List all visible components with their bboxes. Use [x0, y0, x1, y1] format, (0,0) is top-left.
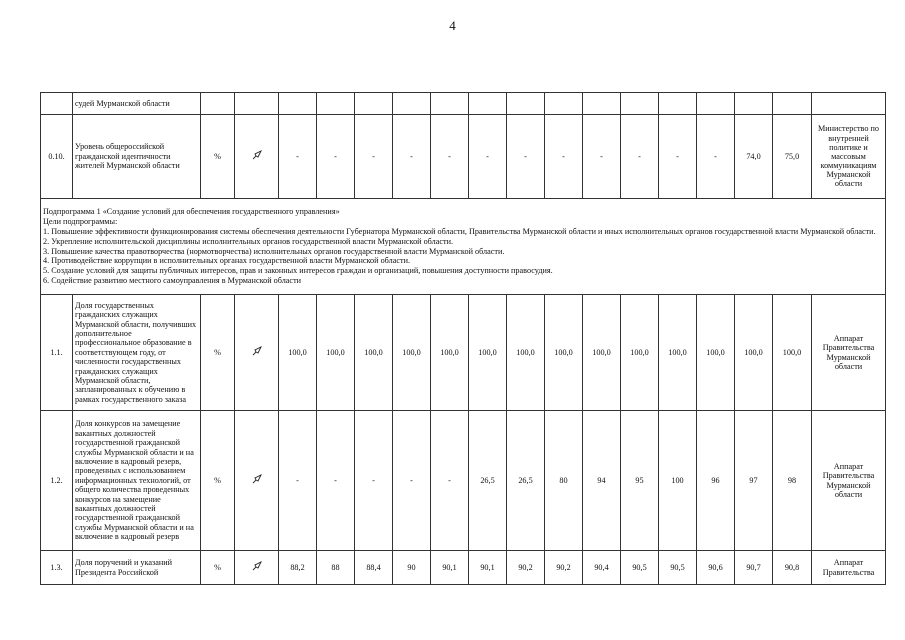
value-cell [431, 93, 469, 115]
value-cell: - [659, 115, 697, 199]
value-cell: - [583, 115, 621, 199]
indicator-name: Доля поручений и указаний Президента Российской [73, 551, 201, 585]
table-row [41, 93, 886, 115]
subprogram-goal: 2. Укрепление исполнительской дисциплины исполнительных органов государственной власти Мурманской области. [43, 236, 454, 246]
value-cell: 100,0 [355, 295, 393, 411]
value-cell [735, 93, 773, 115]
value-cell: 98 [773, 411, 812, 551]
responsible-cell: Аппарат Правительства Мурманской области [812, 411, 886, 551]
value-cell: - [393, 115, 431, 199]
responsible-cell: Министерство по внутренней политике и массовым коммуникациям Мурманской области [812, 115, 886, 199]
unit-cell [201, 93, 235, 115]
trend-cell [235, 115, 279, 199]
value-cell: 90,1 [431, 551, 469, 585]
value-cell [621, 93, 659, 115]
value-cell: 75,0 [773, 115, 812, 199]
value-cell: 100 [659, 411, 697, 551]
value-cell [697, 93, 735, 115]
value-cell: 26,5 [507, 411, 545, 551]
indicator-name: судей Мурманской области [73, 93, 201, 115]
trend-arrow-icon [252, 150, 262, 160]
value-cell: 90,5 [659, 551, 697, 585]
row-number: 1.3. [41, 551, 73, 585]
trend-arrow-icon [252, 561, 262, 571]
table-row [41, 411, 886, 551]
value-cell: - [469, 115, 507, 199]
value-cell [355, 93, 393, 115]
value-cell [393, 93, 431, 115]
value-cell: 97 [735, 411, 773, 551]
subprogram-row [41, 199, 886, 295]
value-cell: 90,2 [507, 551, 545, 585]
value-cell [317, 93, 355, 115]
value-cell [279, 93, 317, 115]
value-cell: 90,7 [735, 551, 773, 585]
value-cell: 95 [621, 411, 659, 551]
value-cell: - [507, 115, 545, 199]
subprogram-goal: 3. Повышение качества правотворчества (нормотворчества) исполнительных органов государственной власти Мурманской области. [43, 246, 505, 256]
trend-cell [235, 551, 279, 585]
value-cell: - [431, 411, 469, 551]
trend-arrow-icon [252, 346, 262, 356]
value-cell: - [355, 115, 393, 199]
page-number: 4 [449, 18, 456, 33]
unit-cell: % [201, 295, 235, 411]
table-row [41, 115, 886, 199]
indicator-name: Доля конкурсов на замещение вакантных должностей государственной гражданской службы Мурманской области и на включение в кадровый резерв, проведенных с использованием информационных технологий, от общего количества проведенных конкурсов на замещение вакантных должностей государственной гражданской службы Мурманской области и на включение в кадровый резерв [73, 411, 201, 551]
value-cell: - [431, 115, 469, 199]
subprogram-goal: 6. Содействие развитию местного самоуправления в Мурманской области [43, 276, 302, 286]
value-cell: - [279, 115, 317, 199]
value-cell: 100,0 [507, 295, 545, 411]
value-cell: 100,0 [735, 295, 773, 411]
subprogram-goal: 5. Создание условий для защиты публичных интересов, прав и законных интересов граждан и организаций, повышения доступности правосудия. [43, 266, 553, 276]
indicators-table [40, 92, 886, 585]
value-cell: 90 [393, 551, 431, 585]
value-cell: 94 [583, 411, 621, 551]
value-cell [659, 93, 697, 115]
trend-cell [235, 411, 279, 551]
value-cell: 100,0 [621, 295, 659, 411]
row-number: 0.10. [41, 115, 73, 199]
value-cell: 100,0 [317, 295, 355, 411]
subprogram-goal: 1. Повышение эффективности функционирования системы обеспечения деятельности Губернатора Мурманской области, Правительства Мурманской области и иных исполнительных органов государственной власти Мурманской области. [43, 226, 876, 236]
row-number: 1.1. [41, 295, 73, 411]
value-cell: 90,5 [621, 551, 659, 585]
subprogram-title: Подпрограмма 1 «Создание условий для обеспечения государственного управления» [43, 207, 340, 217]
value-cell: 88,2 [279, 551, 317, 585]
value-cell: 96 [697, 411, 735, 551]
value-cell: - [621, 115, 659, 199]
value-cell: 90,8 [773, 551, 812, 585]
subprogram-goal: 4. Противодействие коррупции в исполнительных органах государственной власти Мурманской области. [43, 256, 410, 266]
indicator-name: Уровень общероссийской гражданской идентичности жителей Мурманской области [73, 115, 201, 199]
unit-cell: % [201, 411, 235, 551]
value-cell [583, 93, 621, 115]
trend-cell [235, 93, 279, 115]
responsible-cell: Аппарат Правительства [812, 551, 886, 585]
value-cell: - [355, 411, 393, 551]
value-cell: 100,0 [583, 295, 621, 411]
trend-arrow-icon [252, 474, 262, 484]
value-cell [773, 93, 812, 115]
value-cell: - [545, 115, 583, 199]
subprogram-cell [41, 199, 886, 295]
subprogram-goals-header: Цели подпрограммы: [43, 216, 118, 226]
value-cell: 80 [545, 411, 583, 551]
row-number [41, 93, 73, 115]
indicator-name: Доля государственных гражданских служащих Мурманской области, получивших дополнительное профессиональное образование в соответствующем году, от численности государственных гражданских служащих Мурманской области, запланированных к обучению в рамках государственного заказа [73, 295, 201, 411]
value-cell: 100,0 [659, 295, 697, 411]
value-cell: - [697, 115, 735, 199]
value-cell: 100,0 [431, 295, 469, 411]
value-cell: 100,0 [393, 295, 431, 411]
value-cell: - [393, 411, 431, 551]
value-cell: 90,4 [583, 551, 621, 585]
value-cell: 100,0 [545, 295, 583, 411]
value-cell: 88,4 [355, 551, 393, 585]
responsible-cell: Аппарат Правительства Мурманской области [812, 295, 886, 411]
value-cell: 100,0 [469, 295, 507, 411]
unit-cell: % [201, 115, 235, 199]
value-cell: 90,2 [545, 551, 583, 585]
table-row [41, 295, 886, 411]
value-cell [469, 93, 507, 115]
value-cell: 100,0 [773, 295, 812, 411]
table-row [41, 551, 886, 585]
value-cell: 90,1 [469, 551, 507, 585]
value-cell: 26,5 [469, 411, 507, 551]
value-cell: 74,0 [735, 115, 773, 199]
value-cell: - [279, 411, 317, 551]
value-cell: - [317, 115, 355, 199]
trend-cell [235, 295, 279, 411]
responsible-cell [812, 93, 886, 115]
value-cell: 90,6 [697, 551, 735, 585]
value-cell: 100,0 [697, 295, 735, 411]
unit-cell: % [201, 551, 235, 585]
value-cell: - [317, 411, 355, 551]
value-cell: 100,0 [279, 295, 317, 411]
value-cell [545, 93, 583, 115]
value-cell: 88 [317, 551, 355, 585]
row-number: 1.2. [41, 411, 73, 551]
value-cell [507, 93, 545, 115]
